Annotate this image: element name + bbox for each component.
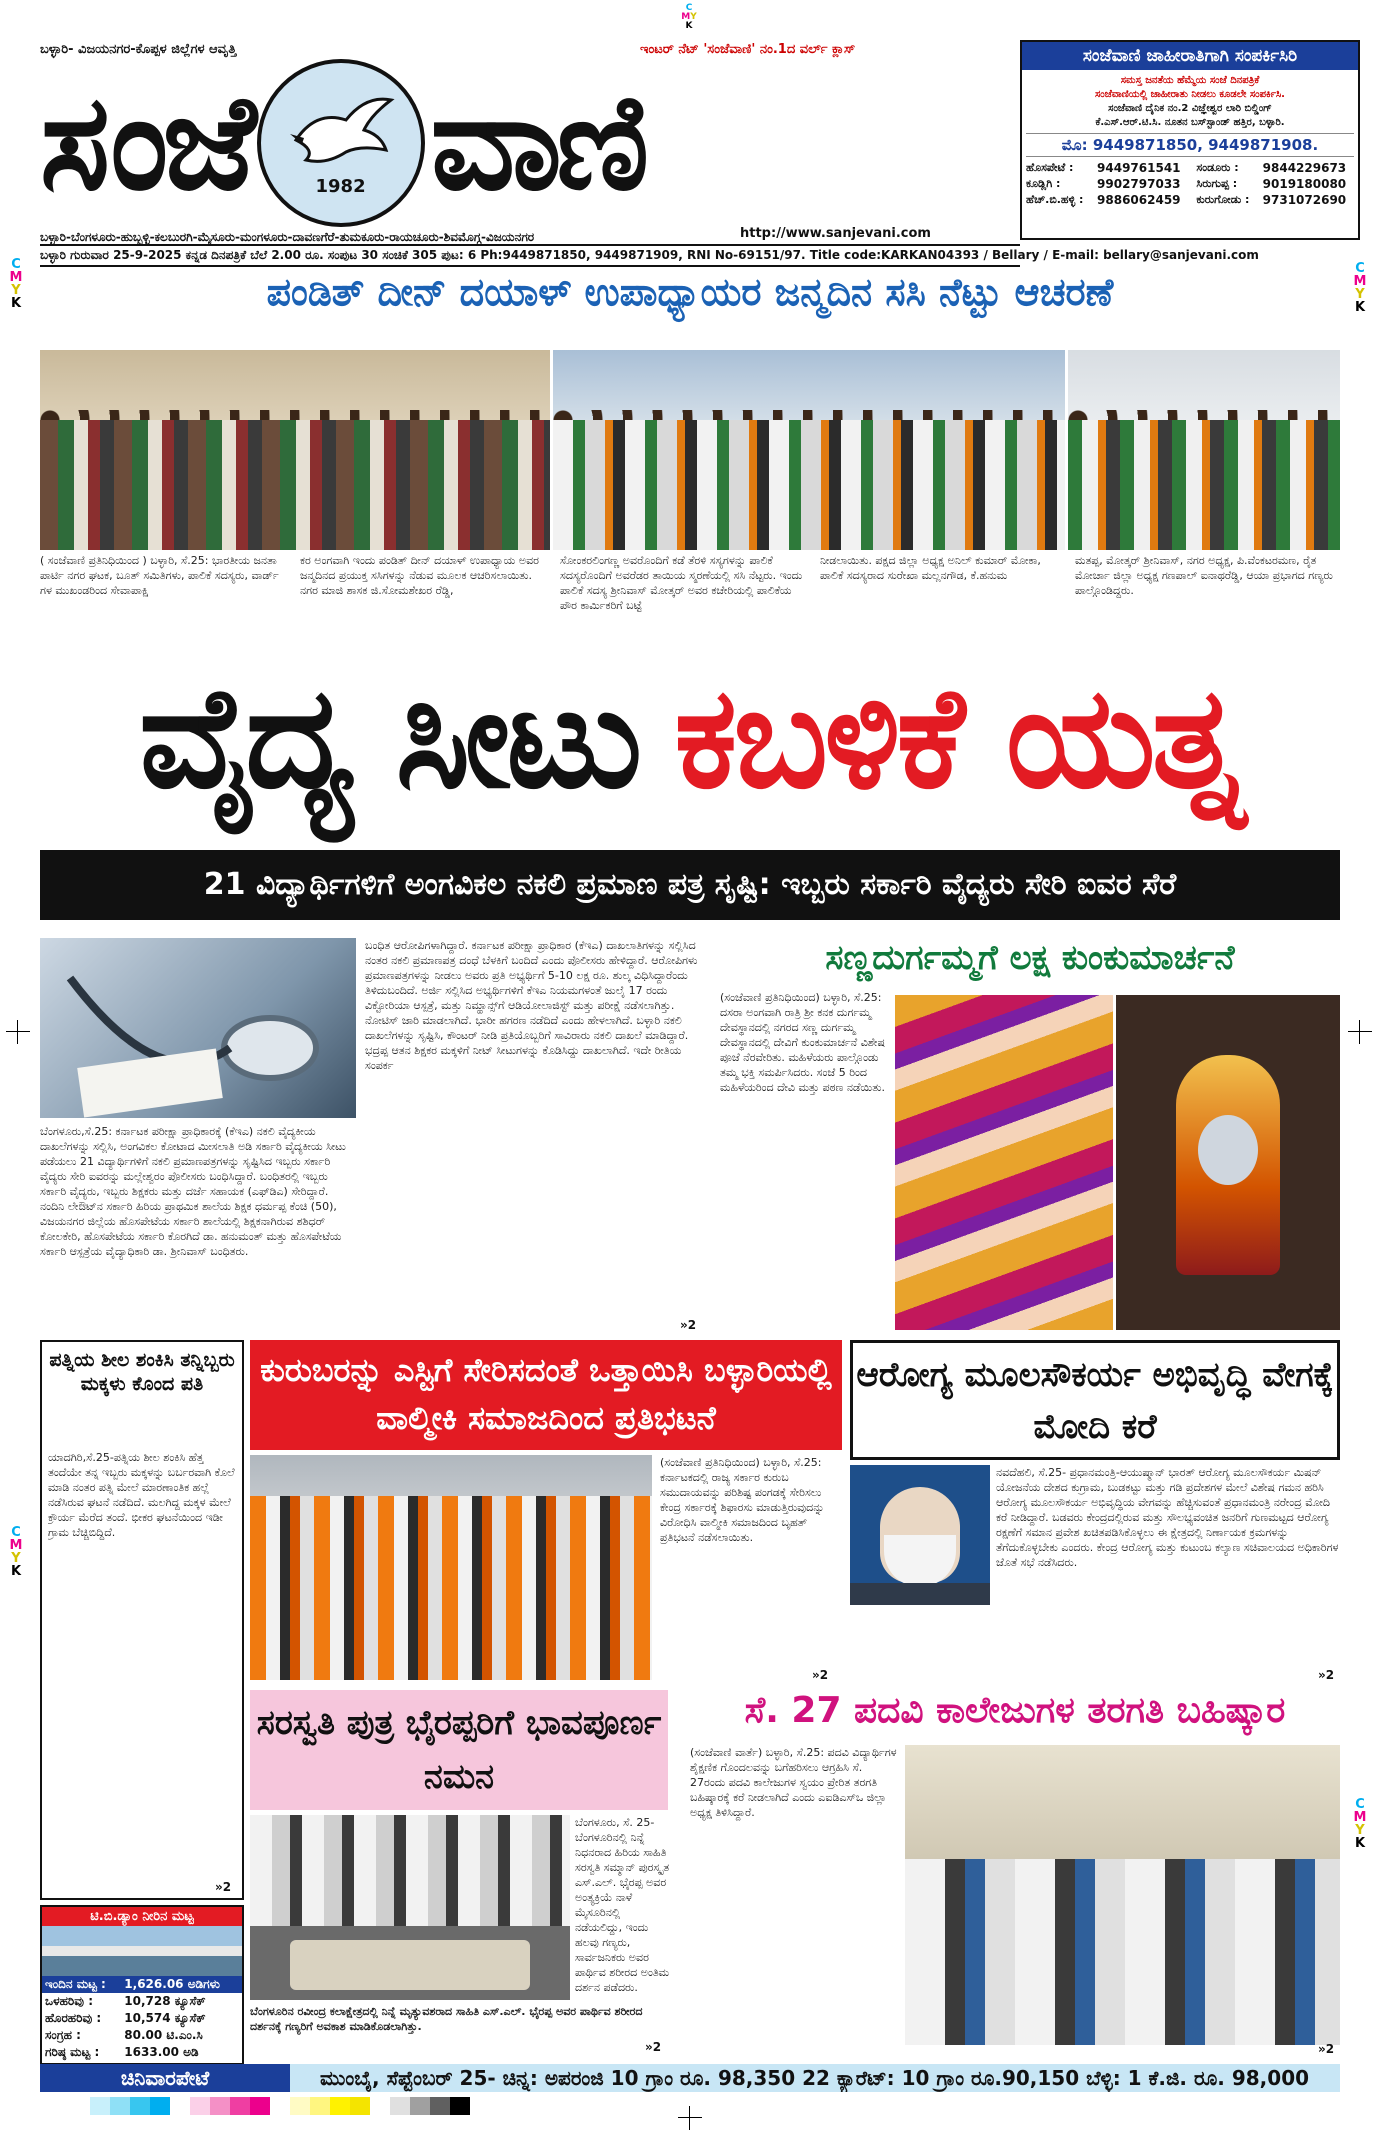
crosshair-right: [1348, 1020, 1372, 1044]
ad-heading: ಸಂಜೆವಾಣಿ ಜಾಹೀರಾತಿಗಾಗಿ ಸಂಪರ್ಕಿಸಿರಿ: [1022, 42, 1358, 70]
wife-headline: ಪತ್ನಿಯ ಶೀಲ ಶಂಕಿಸಿ ತನ್ನಿಬ್ಬರು ಮಕ್ಕಳು ಕೊಂದ ಪತಿ: [49, 1349, 235, 1395]
dam-title: ಟಿ.ಬಿ.ಡ್ಯಾಂ ನೀರಿನ ಮಟ್ಟ: [42, 1907, 242, 1926]
dam-row: ಒಳಹರಿವು : 10,728 ಕ್ಯೂಸೆಕ್: [45, 1994, 206, 2008]
wife-story-box: [40, 1340, 244, 1900]
kumkum-photo-goddess: [1116, 995, 1340, 1330]
ad-contacts: [1022, 160, 1358, 208]
stethoscope-icon: [40, 938, 356, 1118]
lead-subhead: 21 ವಿದ್ಯಾರ್ಥಿಗಳಿಗೆ ಅಂಗವಿಕಲ ನಕಲಿ ಪ್ರಮಾಣ ಪತ್ರ ಸೃಷ್ಟಿ: ಇಬ್ಬರು ಸರ್ಕಾರಿ ವೈದ್ಯರು ಸೇರಿ ಐವರ ಸೆರೆ: [40, 850, 1340, 920]
saraswati-body: ಬೆಂಗಳೂರು, ಸೆ. 25- ಬೆಂಗಳೂರಿನಲ್ಲಿ ನಿನ್ನೆ ನಿಧನರಾದ ಹಿರಿಯ ಸಾಹಿತಿ ಸರಸ್ವತಿ ಸಮ್ಮಾನ್ ಪುರಸ್ಕೃತ ಎಸ್.ಎಲ್. ಭೈರಪ್ಪ ಅವರ ಅಂತ್ಯಕ್ರಿಯೆ ನಾಳೆ ಮೈಸೂರಿನಲ್ಲಿ ನಡೆಯಲಿದ್ದು, ಇಂದು ಹಲವು ಗಣ್ಯರು, ಸಾರ್ವಜನಿಕರು ಅವರ ಪಾರ್ಥಿವ ಶರೀರದ ಅಂತಿಮ ದರ್ಶನ ಪಡೆದರು.: [575, 1816, 670, 1994]
story1-col-3: ಸೋಂಕರಲಿಂಗಣ್ಣ ಅವರೊಂದಿಗೆ ಕಡೆ ತೆರಳಿ ಸಸ್ಯಗಳನ್ನು ಪಾಲಿಕೆ ಸದಸ್ಯರೊಂದಿಗೆ ಅವರೆಡರ ತಾಯಿಯ ಸ್ಮರಣೆಯಲ್ಲಿ ಸಸಿ ನೆಟ್ಟರು. ಇಂದು ಪಾಲಿಕೆ ಸದಸ್ಯ ಶ್ರೀನಿವಾಸ್ ಮೋತ್ಕರ್ ಅವರ ಕಚೇರಿಯಲ್ಲಿ ಪಾಲಿಕೆಯ ಪೌರ ಕಾರ್ಮಿಕರಿಗೆ ಬಟ್ಟೆ: [560, 554, 803, 612]
dam-photo: [42, 1926, 242, 1976]
dam-row: ಇಂದಿನ ಮಟ್ಟ : 1,626.06 ಅಡಿಗಳು: [42, 1976, 242, 1993]
saraswati-photo: [250, 1815, 570, 2000]
dove-icon: [286, 90, 396, 170]
ad-box: [1020, 40, 1360, 240]
ad-line-1: ಸಮಸ್ತ ಜನತೆಯ ಹೆಮ್ಮೆಯ ಸಂಜೆ ದಿನಪತ್ರಿಕೆ: [1120, 75, 1260, 86]
kumkum-photo-women: [895, 995, 1113, 1330]
kuruba-body: (ಸಂಜೆವಾಣಿ ಪ್ರತಿನಿಧಿಯಿಂದ) ಬಳ್ಳಾರಿ, ಸೆ.25: ಕರ್ನಾಟಕದಲ್ಲಿ ರಾಜ್ಯ ಸರ್ಕಾರ ಕುರುಬ ಸಮುದಾಯವನ್ನು ಪರಿಶಿಷ್ಟ ಪಂಗಡಕ್ಕೆ ಸೇರಿಸಲು ಕೇಂದ್ರ ಸರ್ಕಾರಕ್ಕೆ ಶಿಫಾರಸು ಮಾಡುತ್ತಿರುವುದನ್ನು ವಿರೋಧಿಸಿ ವಾಲ್ಮೀಕಿ ಸಮಾಜದಿಂದ ಬೃಹತ್ ಪ್ರತಿಭಟನೆ ನಡೆಸಲಾಯಿತು.: [660, 1456, 825, 1544]
contact-row: ಹೊಸಪೇಟೆ : 9449761541 ಸಂಡೂರು : 9844229673: [1026, 161, 1347, 175]
market-bar: [40, 2064, 1340, 2092]
edition-note: ಬಳ್ಳಾರಿ- ವಿಜಯನಗರ-ಕೊಪ್ಪಳ ಜಿಲ್ಲೆಗಳ ಆವೃತ್ತಿ: [40, 42, 237, 57]
kuruba-more[interactable]: »2: [812, 1668, 829, 1682]
story1-col-1: ( ಸಂಜೆವಾಣಿ ಪ್ರತಿನಿಧಿಯಿಂದ ) ಬಳ್ಳಾರಿ, ಸೆ.25: ಭಾರತೀಯ ಜನತಾ ಪಾರ್ಟಿ ನಗರ ಘಟಕ, ಬೂತ್ ಸಮಿತಿಗಳು, ಪಾಲಿಕೆ ಸದಸ್ಯರು, ವಾರ್ಡ್ ಗಳ ಮುಖಂಡರಿಂದ ಸೇವಾಪಾಕ್ಷಿ: [40, 554, 279, 597]
registration-mark-top: C MY K: [681, 3, 697, 31]
arogya-more[interactable]: »2: [1318, 1668, 1335, 1682]
title-right: ವಾಣಿ: [430, 65, 644, 220]
story1-photo-2: [553, 350, 1065, 550]
story1-col-4: ನೀಡಲಾಯಿತು. ಪಕ್ಷದ ಜಿಲ್ಲಾ ಅಧ್ಯಕ್ಷ ಅನಿಲ್ ಕುಮಾರ್ ಮೋಕಾ, ಪಾಲಿಕೆ ಸದಸ್ಯರಾದ ಸುರೇಖಾ ಮಲ್ಲನಗೌಡ, ಕೆ.ಹನುಮ: [820, 554, 1041, 582]
registration-mark-left-top: C M Y K: [9, 257, 23, 311]
saraswati-more[interactable]: »2: [645, 2040, 662, 2054]
sep27-photo: [905, 1745, 1340, 2045]
lead-body-left: ಬೆಂಗಳೂರು,ಸೆ.25: ಕರ್ನಾಟಕ ಪರೀಕ್ಷಾ ಪ್ರಾಧಿಕಾರಕ್ಕೆ (ಕೆಇಎ) ನಕಲಿ ವೈದ್ಯಕೀಯ ದಾಖಲೆಗಳನ್ನು ಸಲ್ಲಿಸಿ, ಅಂಗವಿಕಲ ಕೋಟಾದ ಮೀಸಲಾತಿ ಅಡಿ ಸರ್ಕಾರಿ ವೈದ್ಯಕೀಯ ಸೀಟು ಪಡೆಯಲು 21 ವಿದ್ಯಾರ್ಥಿಗಳಿಗೆ ನಕಲಿ ಪ್ರಮಾಣಪತ್ರಗಳನ್ನು ಸೃಷ್ಟಿಸಿದ ಇಬ್ಬರು ಸರ್ಕಾರಿ ವೈದ್ಯರು ಸೇರಿ ಐವರನ್ನು ಮಲ್ಲೇಶ್ವರಂ ಪೊಲೀಸರು ಬಂಧಿಸಿದ್ದಾರೆ. ಬಂಧಿತರಲ್ಲಿ ಇಬ್ಬರು ಸರ್ಕಾರಿ ವೈದ್ಯರು, ಇಬ್ಬರು ಶಿಕ್ಷಕರು ಮತ್ತು ದರ್ಜೆ ಸಹಾಯಕ (ಎಫ್‌ಡಿಎ) ಸೇರಿದ್ದಾರೆ. ನಂದಿನಿ ಲೇಔಟ್‌ನ ಸರ್ಕಾರಿ ಹಿರಿಯ ಪ್ರಾಥಮಿಕ ಶಾಲೆಯ ಶಿಕ್ಷಕ ಧರ್ಮಪ್ಪ ಕೆಂಚಿ (50), ವಿಜಯನಗರ ಜಿಲ್ಲೆಯ ಹೊಸಪೇಟೆಯ ಸರ್ಕಾರಿ ಶಾಲೆಯಲ್ಲಿ ಶಿಕ್ಷಕನಾಗಿರುವ ಶಶಿಧರ್ ಕೋಲಕೇರಿ, ಹೊಸಪೇಟೆಯ ಸರ್ಕಾರಿ ಕೊರಗಿದೆ ಡಾ. ಹನುಮಂತ್ ಮತ್ತು ಹೊಸಪೇಟೆಯ ಸರ್ಕಾರಿ ಆಸ್ಪತ್ರೆಯ ವೈದ್ಯಾಧಿಕಾರಿ ಡಾ. ಶ್ರೀನಿವಾಸ್ ಬಂಧಿತರು.: [40, 1125, 346, 1258]
color-calibration-bar: [90, 2097, 470, 2115]
market-label: ಚಿನಿವಾರಪೇಟೆ: [40, 2064, 290, 2092]
dam-table: [42, 1976, 242, 2061]
contact-row: ಹೆಚ್.ಬಿ.ಹಳ್ಳಿ : 9886062459 ಕುರುಗೋಡು : 9731072690: [1026, 193, 1347, 207]
lead-more[interactable]: »2: [680, 1318, 697, 1332]
crosshair-bottom: [678, 2106, 702, 2130]
sep27-more[interactable]: »2: [1318, 2042, 1335, 2056]
story1-photo-1: [40, 350, 550, 550]
dam-row: ಗರಿಷ್ಠ ಮಟ್ಟ : 1633.00 ಅಡಿ: [45, 2045, 199, 2059]
registration-mark-right-top: C M Y K: [1353, 261, 1367, 315]
arogya-headline: ಆರೋಗ್ಯ ಮೂಲಸೌಕರ್ಯ ಅಭಿವೃದ್ಧಿ ವೇಗಕ್ಕೆ ಮೋದಿ ಕರೆ: [850, 1340, 1340, 1460]
story1-col-5: ಮತಪ್ಪ, ಮೋತ್ಕರ್ ಶ್ರೀನಿವಾಸ್, ನಗರ ಅಧ್ಯಕ್ಷ, ಪಿ.ವೆಂಕಟರಮಣ, ರೈತ ಮೋರ್ಚಾ ಜಿಲ್ಲಾ ಅಧ್ಯಕ್ಷ ಗಣಪಾಲ್ ಐನಾಥರೆಡ್ಡಿ, ಆಯಾ ಪ್ರಭಾಗದ ಗಣ್ಯರು ಪಾಲ್ಗೊಂಡಿದ್ದರು.: [1075, 554, 1333, 597]
dam-row: ಹೊರಹರಿವು : 10,574 ಕ್ಯೂಸೆಕ್: [45, 2011, 206, 2025]
lead-headline: [40, 630, 1340, 845]
kuruba-photo: [250, 1455, 652, 1680]
logo-year: 1982: [315, 175, 366, 197]
contact-row: ಕೂಡ್ಲಿಗಿ : 9902797033 ಸಿರುಗುಪ್ಪ : 9019180080: [1026, 177, 1347, 191]
lead-body-mid: ಬಂಧಿತ ಆರೋಪಿಗಳಾಗಿದ್ದಾರೆ. ಕರ್ನಾಟಕ ಪರೀಕ್ಷಾ ಪ್ರಾಧಿಕಾರ (ಕೆಇಎ) ದಾಖಲಾತಿಗಳನ್ನು ಸಲ್ಲಿಸಿದ ನಂತರ ನಕಲಿ ಪ್ರಮಾಣಪತ್ರ ದಂಧೆ ಬೆಳಕಿಗೆ ಬಂದಿದೆ ಎಂದು ಪೊಲೀಸರು ಹೇಳಿದ್ದಾರೆ. ಆರೋಪಿಗಳು ಪ್ರಮಾಣಪತ್ರಗಳನ್ನು ನೀಡಲು ಅವರು ಪ್ರತಿ ಅಭ್ಯರ್ಥಿಗೆ 5-10 ಲಕ್ಷ ರೂ. ಶುಲ್ಕ ವಿಧಿಸಿದ್ದಾರೆಂದು ತಿಳಿದುಬಂದಿದೆ. ಅರ್ಜಿ ಸಲ್ಲಿಸಿದ ಅಭ್ಯರ್ಥಿಗಳಿಗೆ ಕೆಇಎ ನಿಯಮಗಳಂತೆ ಜುಲೈ 17 ರಂದು ವಿಕ್ಟೋರಿಯಾ ಆಸ್ಪತ್ರೆ, ಮತ್ತು ನಿಮ್ಹಾನ್ಸ್‌ಗೆ ಆಡಿಯೋಲಾಜಿಸ್ಟ್ ಮತ್ತು ಪರೀಕ್ಷೆ ನಡೆಸಲಾಗಿತ್ತು. ನೋಟಿಸ್ ಜಾರಿ ಮಾಡಲಾಗಿದೆ. ಭಾರೀ ಹಗರಣ ನಡೆದಿದೆ ಎಂದು ಹೇಳಲಾಗಿದೆ. ಬಳ್ಳಾರಿ ನಕಲಿ ದಾಖಲೆಗಳನ್ನು ಸೃಷ್ಟಿಸಿ, ಕೌಂಟರ್ ನೀಡಿ ಪ್ರತಿಯೊಬ್ಬರಿಗೆ ಸಾವಿರಾರು ನಕಲಿ ದಾಖಲೆ ಮಾಡಿದ್ದಾರೆ. ಭದ್ರಪ್ಪ ಆತನ ಶಿಕ್ಷಕರ ಮಕ್ಕಳಿಗೆ ನೀಟ್ ಸೀಟುಗಳನ್ನು ಕೊಡಿಸಿದ್ದು ದಾಖಲಾಗಿದೆ. ಇದೇ ರೀತಿಯ ಸಂಪರ್ಕ: [365, 939, 698, 1072]
sep27-headline: ಸೆ. 27 ಪದವಿ ಕಾಲೇಜುಗಳ ತರಗತಿ ಬಹಿಷ್ಕಾರ: [744, 1690, 1286, 1731]
saraswati-caption: ಬೆಂಗಳೂರಿನ ರವೀಂದ್ರ ಕಲಾಕ್ಷೇತ್ರದಲ್ಲಿ ನಿನ್ನೆ ಮೃತ್ಯುವಶರಾದ ಸಾಹಿತಿ ಎಸ್.ಎಲ್. ಭೈರಪ್ಪ ಅವರ ಪಾರ್ಥಿವ ಶರೀರದ ದರ್ಶನಕ್ಕೆ ಗಣ್ಯರಿಗೆ ಅವಕಾಶ ಮಾಡಿಕೊಡಲಾಗಿತ್ತು.: [250, 2005, 643, 2033]
story1-photo-3: [1068, 350, 1340, 550]
masthead-title: [40, 58, 1000, 228]
kuruba-headline: ಕುರುಬರನ್ನು ಎಸ್ಟಿಗೆ ಸೇರಿಸದಂತೆ ಒತ್ತಾಯಿಸಿ ಬಳ್ಳಾರಿಯಲ್ಲಿ ವಾಲ್ಮೀಕಿ ಸಮಾಜದಿಂದ ಪ್ರತಿಭಟನೆ: [250, 1340, 842, 1450]
internet-note: ಇಂಟರ್ ನೆಟ್ 'ಸಂಜೆವಾಣಿ' ನಂ.1ದ ವರ್ಲ್ ಕ್ಲಾಸ್: [640, 42, 856, 57]
ad-line-3: ಸಂಜೆವಾಣಿ ದೈನಿಕ ನಂ.2 ವಿಜ್ಞೇಶ್ವರ ಲಾರಿ ಬಿಲ್ಡಿಂಗ್: [1108, 103, 1272, 114]
title-left: ಸಂಜೆ: [40, 65, 251, 220]
saraswati-headline: ಸರಸ್ವತಿ ಪುತ್ರ ಭೈರಪ್ಪರಿಗೆ ಭಾವಪೂರ್ಣ ನಮನ: [250, 1690, 668, 1810]
modi-photo: [850, 1465, 990, 1605]
website-link[interactable]: http://www.sanjevani.com: [740, 226, 931, 241]
lead-headline-black: ವೈದ್ಯ ಸೀಟು: [139, 655, 639, 820]
story1-headline: ಪಂಡಿತ್ ದೀನ್ ದಯಾಳ್ ಉಪಾಧ್ಯಾಯರ ಜನ್ಮದಿನ ಸಸಿ ನೆಟ್ಟು ಆಚರಣೆ: [266, 270, 1114, 314]
sep27-body: (ಸಂಜೆವಾಣಿ ವಾರ್ತೆ) ಬಳ್ಳಾರಿ, ಸೆ.25: ಪದವಿ ವಿದ್ಯಾರ್ಥಿಗಳ ಶೈಕ್ಷಣಿಕ ಗೊಂದಲವನ್ನು ಬಗೆಹರಿಸಲು ಆಗ್ರಹಿಸಿ ಸೆ. 27ರಂದು ಪದವಿ ಕಾಲೇಜುಗಳ ಸ್ವಯಂ ಪ್ರೇರಿತ ತರಗತಿ ಬಹಿಷ್ಕಾರಕ್ಕೆ ಕರೆ ನೀಡಲಾಗಿದೆ ಎಂದು ಎಐಡಿಎಸ್‌ಒ ಜಿಲ್ಲಾ ಅಧ್ಯಕ್ಷ ತಿಳಿಸಿದ್ದಾರೆ.: [690, 1746, 897, 1819]
market-rates: ಮುಂಬೈ, ಸೆಪ್ಟೆಂಬರ್ 25- ಚಿನ್ನ: ಅಪರಂಜಿ 10 ಗ್ರಾಂ ರೂ. 98,350 22 ಕ್ಯಾರೆಟ್: 10 ಗ್ರಾಂ ರೂ.90,150 ಬೆಳ್ಳಿ: 1 ಕೆ.ಜಿ. ರೂ. 98,000: [290, 2064, 1340, 2092]
wife-more[interactable]: »2: [215, 1880, 232, 1894]
ad-line-2: ಸಂಜೆವಾಣಿಯಲ್ಲಿ ಜಾಹೀರಾತು ನೀಡಲು ಕೂಡಲೇ ಸಂಪರ್ಕಿಸಿ.: [1095, 89, 1285, 100]
lead-headline-red: ಕಬಳಿಕೆ ಯತ್ನ: [674, 655, 1241, 820]
dove-logo: [257, 59, 425, 227]
stethoscope-photo: [40, 938, 356, 1118]
arogya-body: ನವದೆಹಲಿ, ಸೆ.25- ಪ್ರಧಾನಮಂತ್ರಿ-ಆಯುಷ್ಮಾನ್ ಭಾರತ್ ಆರೋಗ್ಯ ಮೂಲಸೌಕರ್ಯ ಮಿಷನ್ ಯೋಜನೆಯ ದೇಶದ ಕುಗ್ರಾಮ, ಬುಡಕಟ್ಟು ಮತ್ತು ಗಡಿ ಪ್ರದೇಶಗಳ ಮೇಲೆ ವಿಶೇಷ ಗಮನ ಹರಿಸಿ ಆರೋಗ್ಯ ಮೂಲಸೌಕರ್ಯ ಅಭಿವೃದ್ಧಿಯ ವೇಗವನ್ನು ಹೆಚ್ಚಿಸುವಂತೆ ಪ್ರಧಾನಮಂತ್ರಿ ನರೇಂದ್ರ ಮೋದಿ ಕರೆ ನೀಡಿದ್ದಾರೆ. ಬಡವರು ಕೇಂದ್ರದಲ್ಲಿರುವ ಮತ್ತು ಸೌಲಭ್ಯವಂಚಿತ ಜನರಿಗೆ ಗುಣಮಟ್ಟದ ಆರೋಗ್ಯ ರಕ್ಷಣೆಗೆ ಸಮಾನ ಪ್ರವೇಶ ಖಚಿತಪಡಿಸಿಕೊಳ್ಳಲು ಈ ಕ್ಷೇತ್ರದಲ್ಲಿ ನಿರ್ಣಾಯಕ ಕ್ರಮಗಳನ್ನು ತೆಗೆದುಕೊಳ್ಳಬೇಕು ಎಂದರು. ಕೇಂದ್ರ ಆರೋಗ್ಯ ಮತ್ತು ಕುಟುಂಬ ಕಲ್ಯಾಣ ಸಚಿವಾಲಯದ ಅಧಿಕಾರಿಗಳ ಜೊತೆ ಸಭೆ ನಡೆಸಿದರು.: [996, 1466, 1339, 1569]
story1-col-2: ಕರ ಅಂಗವಾಗಿ ಇಂದು ಪಂಡಿತ್ ದೀನ್ ದಯಾಳ್ ಉಪಾಧ್ಯಾಯ ಅವರ ಜನ್ಮದಿನದ ಪ್ರಯುಕ್ತ ಸಸಿಗಳನ್ನು ನೆಡುವ ಮೂಲಕ ಆಚರಿಸಲಾಯಿತು. ನಗರ ಮಾಜಿ ಶಾಸಕ ಜಿ.ಸೋಮಶೇಖರ ರೆಡ್ಡಿ,: [300, 554, 539, 597]
crosshair-left: [6, 1020, 30, 1044]
registration-mark-left-mid: C M Y K: [9, 1525, 23, 1579]
kumkum-headline: ಸಣ್ಣದುರ್ಗಮ್ಮಗೆ ಲಕ್ಷ ಕುಂಕುಮಾರ್ಚನೆ: [825, 938, 1235, 978]
dam-row: ಸಂಗ್ರಹ : 80.00 ಟಿ.ಎಂ.ಸಿ: [45, 2028, 203, 2042]
dateline: ಬಳ್ಳಾರಿ ಗುರುವಾರ 25-9-2025 ಕನ್ನಡ ದಿನಪತ್ರಿಕೆ ಬೆಲೆ 2.00 ರೂ. ಸಂಪುಟ 30 ಸಂಚಿಕೆ 305 ಪುಟ: 6 Ph:9449871850, 9449871909, RNI No-69151/97. Title code:KARKAN04393 / Bellary / E-mail: bellary@sanjevani.com: [40, 244, 1020, 267]
dam-level-box: [40, 1905, 244, 2065]
city-list: ಬಳ್ಳಾರಿ-ಬೆಂಗಳೂರು-ಹುಬ್ಬಳ್ಳಿ-ಕಲಬುರಗಿ-ಮೈಸೂರು-ಮಂಗಳೂರು-ದಾವಣಗೆರೆ-ತುಮಕೂರು-ರಾಯಚೂರು-ಶಿವಮೊಗ್ಗ-ವಿಜಯನಗರ: [40, 230, 535, 244]
ad-line-4: ಕೆ.ಎಸ್.ಆರ್.ಟಿ.ಸಿ. ನೂತನ ಬಸ್‌ಸ್ಟಾಂಡ್ ಹತ್ತಿರ, ಬಳ್ಳಾರಿ.: [1095, 117, 1285, 128]
ad-phone: ಮೊ: 9449871850, 9449871908.: [1026, 133, 1354, 157]
wife-body: ಯಾದಗಿರಿ,ಸೆ.25-ಪತ್ನಿಯ ಶೀಲ ಶಂಕಿಸಿ ಹೆತ್ತ ತಂದೆಯೇ ತನ್ನ ಇಬ್ಬರು ಮಕ್ಕಳನ್ನು ಬರ್ಬರವಾಗಿ ಕೊಲೆ ಮಾಡಿ ನಂತರ ಪತ್ನಿ ಮೇಲೆ ಮಾರಣಾಂತಿಕ ಹಲ್ಲೆ ನಡೆಸಿರುವ ಘಟನೆ ನಡೆದಿದೆ. ಮಲಗಿದ್ದ ಮಕ್ಕಳ ಮೇಲೆ ಕ್ರೌರ್ಯ ಮೆರೆದ ತಂದೆ. ಭೀಕರ ಘಟನೆಯಿಂದ ಇಡೀ ಗ್ರಾಮ ಬೆಚ್ಚಿಬಿದ್ದಿದೆ.: [48, 1451, 235, 1539]
registration-mark-right-mid: C M Y K: [1353, 1797, 1367, 1851]
kumkum-body: (ಸಂಜೆವಾಣಿ ಪ್ರತಿನಿಧಿಯಿಂದ) ಬಳ್ಳಾರಿ, ಸೆ.25: ದಸರಾ ಅಂಗವಾಗಿ ರಾತ್ರಿ ಶ್ರೀ ಕನಕ ದುರ್ಗಮ್ಮ ದೇವಸ್ಥಾನದಲ್ಲಿ ನಗರದ ಸಣ್ಣ ದುರ್ಗಮ್ಮ ದೇವಸ್ಥಾನದಲ್ಲಿ ದೇವಿಗೆ ಕುಂಕುಮಾರ್ಚನೆ ವಿಶೇಷ ಪೂಜೆ ನೆರವೇರಿತು. ಮಹಿಳೆಯರು ಪಾಲ್ಗೊಂಡು ತಮ್ಮ ಭಕ್ತಿ ಸಮರ್ಪಿಸಿದರು. ಸಂಜೆ 5 ರಿಂದ ಮಹಿಳೆಯರಿಂದ ದೇವಿ ಮತ್ತು ಪಠಣ ನಡೆಯಿತು.: [720, 991, 886, 1094]
